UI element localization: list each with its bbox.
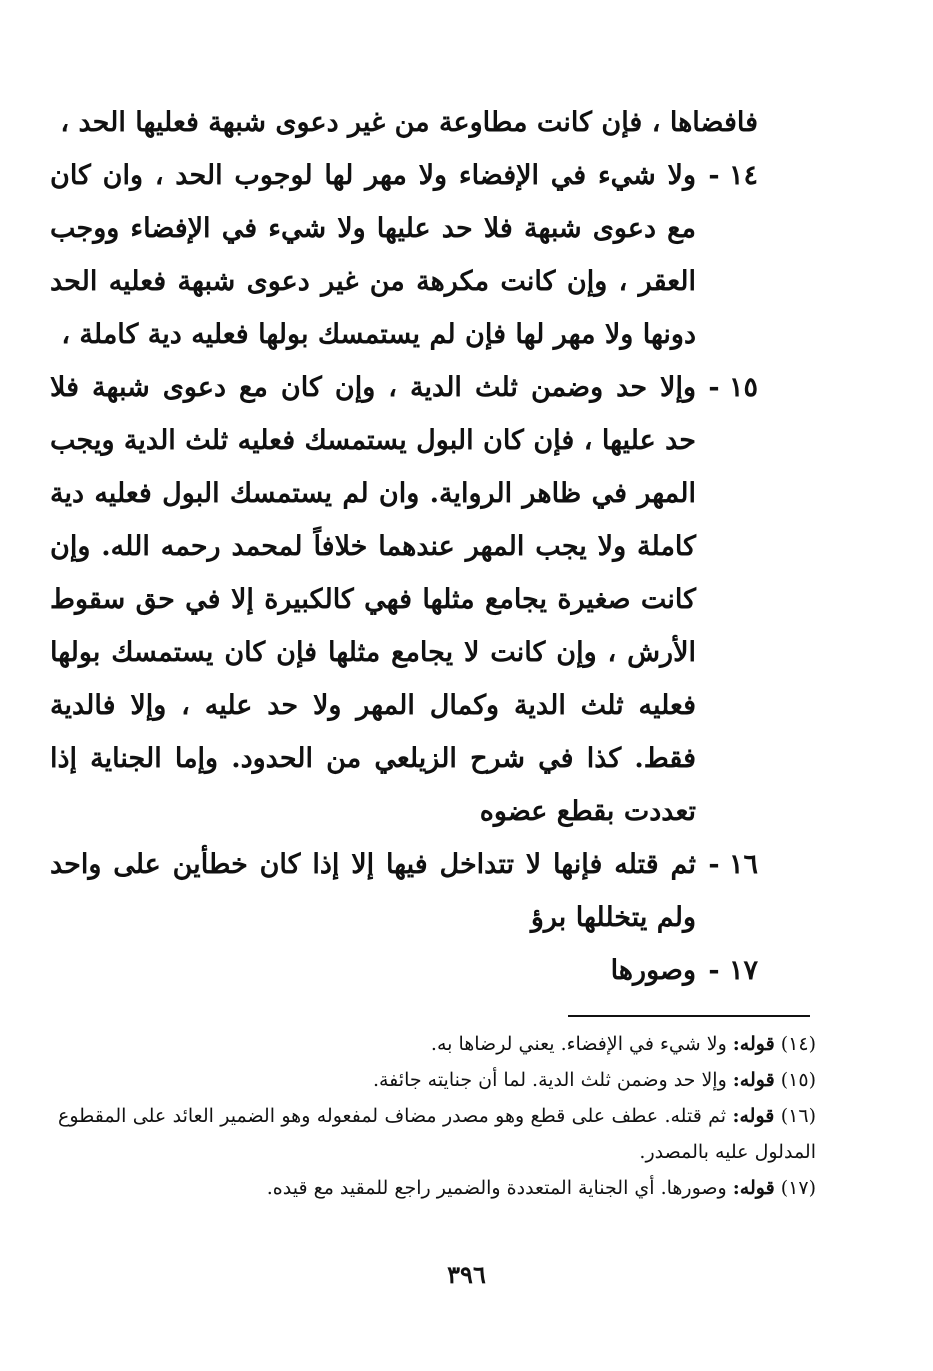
footnote-text: ثم قتله. عطف على قطع وهو مصدر مضاف لمفعوله وهو الضمير العائد على المقطوع المدلول عليه بالمصدر. (58, 1105, 816, 1163)
item-text: ثم قتله فإنها لا تتداخل فيها إلا إذا كان خطأين على واحد ولم يتخللها برؤ (50, 849, 696, 933)
footnote-15 (58, 1062, 816, 1098)
main-text (50, 96, 758, 997)
footnote-14 (58, 1026, 816, 1062)
footnote-number: (١٥) (780, 1069, 816, 1091)
footnote-label: قوله: (732, 1177, 775, 1199)
intro-paragraph: فافضاها ، فإن كانت مطاوعة من غير دعوى شبهة فعليها الحد ، (60, 107, 758, 138)
footnote-text: ولا شيء في الإفضاء. يعني لرضاها به. (430, 1033, 727, 1055)
item-text: وإلا حد وضمن ثلث الدية ، وإن كان مع دعوى شبهة فلا حد عليها ، فإن كان البول يستمسك فعليه ثلث الدية ويجب المهر في ظاهر الرواية. وان لم يستمسك البول فعليه دية كاملة ولا يجب المهر عندهما خلافاً لمحمد رحمه الله. وإن كانت صغيرة يجامع مثلها فهي كالكبيرة إلا في حق سقوط الأرش ، وإن كانت لا يجامع مثلها فإن كان يستمسك بولها فعليه ثلث الدية وكمال المهر ولا حد عليه ، وإلا فالدية فقط. كذا في شرح الزيلعي من الحدود. وإما الجناية إذا تعددت بقطع عضوه (50, 372, 696, 827)
footnote-label: قوله: (732, 1069, 775, 1091)
item-number: ١٧ - (708, 955, 758, 986)
item-text: وصورها (610, 955, 696, 986)
numbered-item-14 (50, 149, 758, 361)
item-number: ١٥ - (708, 372, 758, 403)
footnote-17 (58, 1170, 816, 1206)
footnote-text: وإلا حد وضمن ثلث الدية. لما أن جنايته جائفة. (372, 1069, 727, 1091)
item-text: ولا شيء في الإفضاء ولا مهر لها لوجوب الحد ، وان كان مع دعوى شبهة فلا حد عليها ولا شيء في الإفضاء ووجب العقر ، وإن كانت مكرهة من غير دعوى شبهة فعليه الحد دونها ولا مهر لها فإن لم يستمسك بولها فعليه دية كاملة ، (50, 160, 696, 350)
footnote-label: قوله: (732, 1105, 775, 1127)
footnotes (58, 1026, 816, 1206)
item-number: ١٦ - (708, 849, 758, 880)
footnote-16 (58, 1098, 816, 1170)
footnote-number: (١٦) (780, 1105, 816, 1127)
numbered-item-16 (50, 838, 758, 944)
numbered-item-17 (50, 944, 758, 997)
item-number: ١٤ - (708, 160, 758, 191)
footnote-number: (١٧) (780, 1177, 816, 1199)
footnote-number: (١٤) (780, 1033, 816, 1055)
page-number: ٣٩٦ (447, 1260, 486, 1289)
footnote-label: قوله: (732, 1033, 775, 1055)
numbered-item-15 (50, 361, 758, 838)
footnote-divider (568, 1015, 810, 1017)
footnote-text: وصورها. أي الجناية المتعددة والضمير راجع للمقيد مع قيده. (266, 1177, 727, 1199)
